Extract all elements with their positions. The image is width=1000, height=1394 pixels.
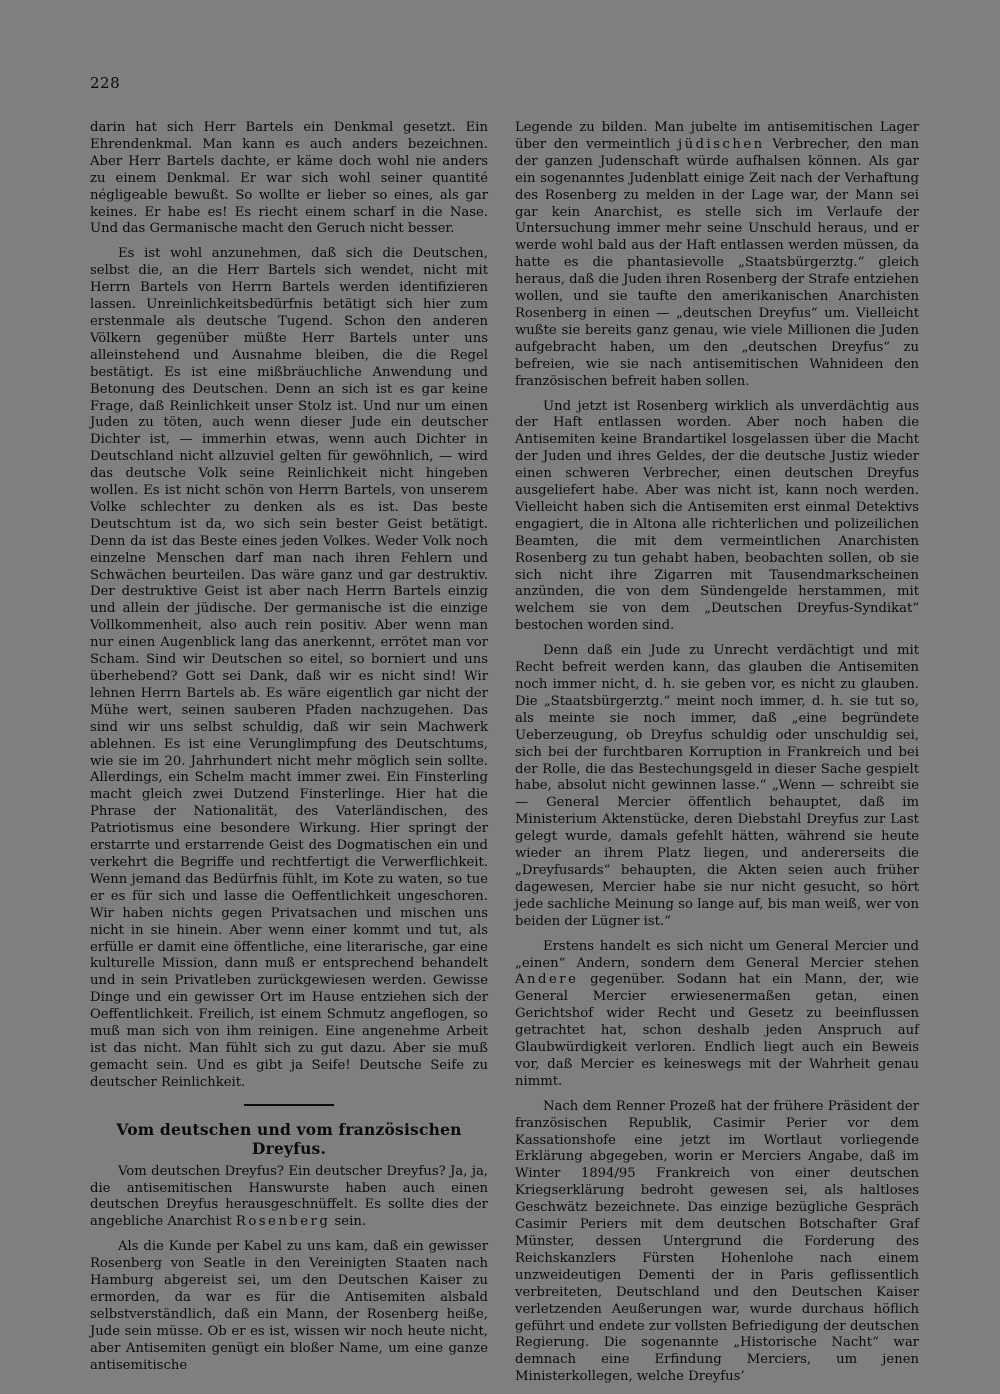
paragraph: Es ist wohl anzunehmen, daß sich die Deutschen, selbst die, an die Herr Bartels sich wendet, nicht mit Herrn Bartels von Herrn Bartels werden identifizieren lassen. Unreinlichkeitsbedürfnis betätigt sich hier zum erstenmale als deutsche Tugend. Schon den anderen Völkern gegenüber müßte Herr Bartels unter uns alleinstehend und Ausnahme bleiben, die die Regel bestätigt. Es ist eine mißbräuchliche Anwendung und Betonung des Deutschen. Denn an sich ist es gar keine Frage, daß Reinlichkeit unser Stolz ist. Und nur um einen Juden zu töten, auch wenn dieser Jude ein deutscher Dichter ist, — immerhin etwas, wenn auch Dichter in Deutschland nicht allzuviel gelten für gewöhnlich, — wird das deutsche Volk seine Reinlichkeit nicht hingeben wollen. Es ist nicht schön von Herrn Bartels, von unserem Volke schlechter zu denken als es ist. Das beste Deutschtum ist da, wo sich sein bester Geist betätigt. Denn da ist das Beste eines jeden Volkes. Weder Volk noch einzelne Menschen darf man nach ihren Fehlern und Schwächen beurteilen. Das wäre ganz und gar destruktiv. Der destruktive Geist ist aber nach Herrn Bartels einzig und allein der jüdische. Der germanische ist die einzige Vollkommenheit, also auch rein positiv. Aber wenn man nur einen Augenblick lang das anerkennt, errötet man vor Scham. Sind wir Deutschen so eitel, so borniert und uns überhebend? Gott sei Dank, daß wir es nicht sind! Wir lehnen Herrn Bartels ab. Es wäre eigentlich gar nicht der Mühe wert, seinen sauberen Pfaden nachzugehen. Das sind wir uns selbst schuldig, daß wir sein Machwerk ablehnen. Es ist eine Verunglimpfung des Deutschtums, wie sie im 20. Jahrhundert nicht mehr möglich sein sollte. Allerdings, ein Schelm macht immer zwei. Ein Finsterling macht gleich zwei Dutzend Finsterlinge. Hier hat die Phrase der Nationalität, des Vaterländischen, des Patriotismus eine besondere Wirkung. Hier springt der erstarrte und erstarrende Geist des Dogmatischen ein und verkehrt die Begriffe und rechtfertigt die Verwerflichkeit. Wenn jemand das Bedürfnis fühlt, im Kote zu waten, so tue er es für sich und lasse die Oeffentlichkeit ungeschoren. Wir haben nichts gegen Privatsachen und mischen uns nicht in sie hinein. Aber wenn einer kommt und tut, als erfülle er damit eine öffentliche, eine literarische, gar eine kulturelle Mission, dann muß er entsprechend behandelt und in sein Privatleben zurückgewiesen werden. Gewisse Dinge und ein gewisser Ort im Hause entziehen sich der Oeffentlichkeit. Freilich, ist einem Schmutz angeflogen, so muß man sich von ihm reinigen. Eine angenehme Arbeit ist das nicht. Man fühlt sich zu gut dazu. Aber sie muß gemacht sein. Und es gibt ja Seife! Deutsche Seife zu deutscher Reinlichkeit. xyxy=(90,246,488,1090)
spaced-name: Rosenberg xyxy=(235,1214,331,1230)
paragraph: Als die Kunde per Kabel zu uns kam, daß ein gewisser Rosenberg von Seatle in den Vereinigten Staaten nach Hamburg abgereist sei, um den Deutschen Kaiser zu ermorden, da war es für die Antisemiten alsbald selbstverständlich, daß ein Mann, der Rosenberg heiße, Jude sein müsse. Ob er es ist, wissen wir noch heute nicht, aber Antisemiten genügt ein bloßer Name, um eine ganze antisemitische xyxy=(90,1239,488,1373)
paragraph: Denn daß ein Jude zu Unrecht verdächtigt und mit Recht befreit werden kann, das glauben die Antisemiten noch immer nicht, d. h. sie geben vor, es nicht zu glauben. Die „Staatsbürgerztg.“ meint noch immer, d. h. sie tut so, als meinte sie noch immer, daß „eine begründete Ueberzeugung, ob Dreyfus schuldig oder unschuldig sei, sich bei der furchtbaren Korruption in Frankreich und bei der Rolle, die das Bestechungsgeld in dieser Sache gespielt habe, absolut nicht gewinnen lasse.“ „Wenn — schreibt sie — General Mercier öffentlich behauptet, daß im Ministerium Aktenstücke, deren Diebstahl Dreyfus zur Last gelegt wurde, damals gefehlt hätten, während sie heute wieder an ihrem Platz liegen, und andererseits die „Dreyfusards“ behaupten, die Akten seien auch früher dagewesen, Mercier habe sie nur nicht gesucht, so hört jede sachliche Meinung so lange auf, bis man weiß, wer von beiden der Lügner ist.“ xyxy=(515,643,919,929)
paragraph: darin hat sich Herr Bartels ein Denkmal gesetzt. Ein Ehrendenkmal. Man kann es auch anders bezeichnen. Aber Herr Bartels dachte, er käme doch wohl nie anders zu einem Denkmal. Er war sich wohl seiner quantité négligeable bewußt. So wollte er lieber so eines, als gar keines. Er habe es! Es riecht einem scharf in die Nase. Und das Germanische macht den Geruch nicht besser. xyxy=(90,120,488,237)
section-divider xyxy=(244,1104,334,1106)
spaced-word: Andere xyxy=(515,972,579,988)
section-heading: Vom deutschen und vom französischen Dreyfus. xyxy=(116,1119,462,1158)
left-column xyxy=(90,120,488,1383)
spaced-word: jüdischen xyxy=(677,136,765,152)
paragraph: Erstens handelt es sich nicht um General Mercier und „einen“ Andern, sondern dem General Mercier stehen Andere gegenüber. Sodann hat ein Mann, der, wie General Mercier erwiesenermaßen getan, einen Gerichtshof wider Recht und Gesetz zu beeinflussen getrachtet hat, schon deshalb jeden Anspruch auf Glaubwürdigkeit verloren. Endlich liegt auch ein Beweis vor, daß Mercier es keineswegs mit der Wahrheit genau nimmt. xyxy=(515,938,919,1089)
paragraph: Legende zu bilden. Man jubelte im antisemitischen Lager über den vermeintlich jüdischen Verbrecher, den man der ganzen Judenschaft würde aufhalsen können. Als gar ein sogenanntes Judenblatt einige Zeit nach der Verhaftung des Rosenberg zu melden in der Lage war, der Mann sei gar kein Anarchist, es stelle sich im Verlaufe der Untersuchung immer mehr seine Unschuld heraus, und er werde wohl bald aus der Haft entlassen werden müssen, da hatte es die phantasievolle „Staatsbürgerztg.“ gleich heraus, daß die Juden ihren Rosenberg der Strafe entziehen wollen, und sie taufte den amerikanischen Anarchisten Rosenberg in einen — „deutschen Dreyfus“ um. Vielleicht wußte sie bereits ganz genau, wie viele Millionen die Juden aufgebracht haben, um den „deutschen Dreyfus“ zu befreien, wie sie nach antisemitischen Wahnideen den französischen befreit haben sollen. xyxy=(515,120,919,389)
page-number: 228 xyxy=(90,74,121,92)
right-column xyxy=(515,120,919,1394)
paragraph: Vom deutschen Dreyfus? Ein deutscher Dreyfus? Ja, ja, die antisemitischen Hanswurste haben auch einen deutschen Dreyfus herausgeschnüffelt. Es sollte dies der angebliche Anarchist Rosenberg sein. xyxy=(90,1163,488,1230)
paragraph: Und jetzt ist Rosenberg wirklich als unverdächtig aus der Haft entlassen worden. Aber noch haben die Antisemiten keine Brandartikel losgelassen über die Macht der Juden und ihres Geldes, der die deutsche Justiz wieder einen schweren Verbrecher, einen deutschen Dreyfus ausgeliefert habe. Aber was nicht ist, kann noch werden. Vielleicht haben sich die Antisemiten erst einmal Detektivs engagiert, die in Altona alle richterlichen und polizeilichen Beamten, die mit dem vermeintlichen Anarchisten Rosenberg zu tun gehabt haben, beobachten sollen, ob sie sich nicht ihre Zigarren mit Tausendmarkscheinen anzünden, die von dem Sündengelde herstammen, mit welchem sie von dem „Deutschen Dreyfus-Syndikat“ bestochen worden sind. xyxy=(515,398,919,634)
paragraph: Nach dem Renner Prozeß hat der frühere Präsident der französischen Republik, Casimir Perier vor dem Kassationshofe eine jetzt im Wortlaut vorliegende Erklärung abgegeben, worin er Merciers Angabe, daß im Winter 1894/95 Frankreich von einer deutschen Kriegserklärung bedroht gewesen sei, als haltloses Geschwätz bezeichnete. Das einzige bezügliche Gespräch Casimir Periers mit dem deutschen Botschafter Graf Münster, dessen Untergrund die Forderung des Reichskanzlers Fürsten Hohenlohe nach einem unzweideutigen Dementi der in Paris geflissentlich verbreiteten, Deutschland und den Deutschen Kaiser verletzenden Aeußerungen war, wurde durchaus höflich geführt und endete zur vollsten Befriedigung der deutschen Regierung. Die sogenannte „Historische Nacht“ war demnach eine Erfindung Merciers, um jenen Ministerkollegen, welche Dreyfus’ xyxy=(515,1098,919,1385)
